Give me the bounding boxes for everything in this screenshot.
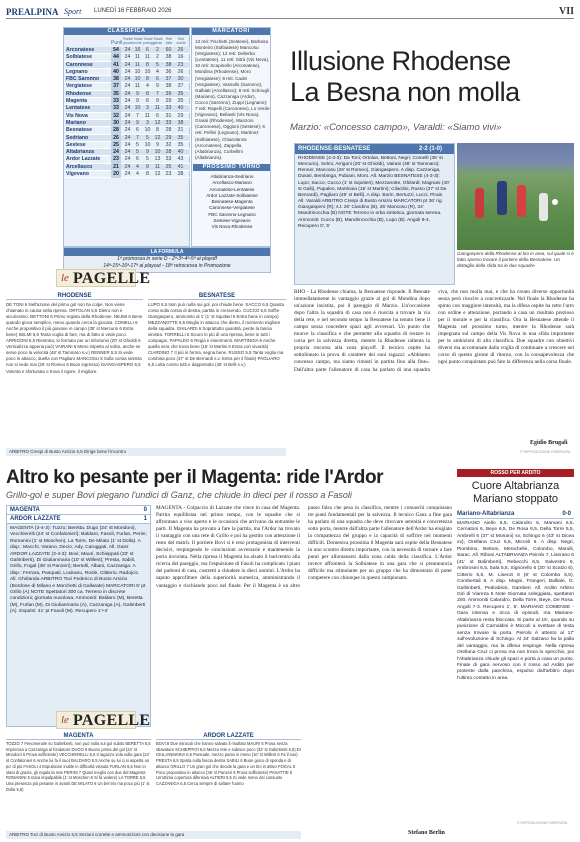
team-stat: 24 (124, 119, 131, 126)
next-round-match: Besnatese-Magenta (211, 199, 253, 205)
ball (552, 199, 558, 205)
col-header-goals-for: Reti fatte (165, 37, 173, 45)
team-stat: 23 (165, 171, 172, 178)
team-stat: 38 (177, 119, 184, 126)
match-report-header (295, 144, 454, 154)
team-name: Rhodense (66, 90, 92, 97)
side-article-kicker: ROSSO PER ARDITO (457, 469, 574, 477)
away-team: ARDOR LAZZATE (10, 516, 61, 522)
team-stat: 8 (146, 90, 149, 97)
col-header-played: Partite giocate (123, 37, 135, 45)
next-round-list (194, 174, 270, 231)
team-stat: 6 (146, 98, 149, 105)
team-points: 33 (111, 98, 121, 105)
col-header-drawn: Totale pareggi (143, 37, 155, 45)
team-stat: 41 (177, 163, 184, 170)
side-article-title: Cuore Altabrianza Mariano stoppato (471, 480, 560, 505)
team-stat: 2 (156, 47, 159, 53)
team-points: 24 (111, 149, 121, 156)
team-stat: 29 (165, 98, 172, 105)
team-stat: 12 (154, 119, 161, 126)
team-stat: 24 (124, 68, 131, 75)
standings-header-row (65, 36, 190, 47)
next-round-match: Arconatese-Lentatese (209, 186, 255, 192)
team-stat: 10 (144, 141, 151, 148)
team-stat: 6 (136, 156, 139, 163)
team-points: 20 (111, 171, 121, 178)
team-stat: 9 (136, 119, 139, 126)
side-match-score: 0-0 (562, 511, 571, 517)
team-stat: 11 (134, 54, 141, 61)
match-report-text: RHODENSE (4-3-3): Da Toni; Ortolan, Bettoni, Negri; Comelli (35' st Mercurio), Selmi, Arrigoni (20' st Ghioldi), Vairani (48' st Tammaro); Renner, Mancosu (26' st Romeo), Giangaspero. A disp. Cazzaniga, Dusati, Bembinga, Pubiani, Moro. All. Marzio BESNATESE (4-3-3): Lupo; Sacco, Cucco (1' st Squitieri), Mezzanotte, Ghilardi; Magnani (40' st Galli), Papaleo, Martinoia (15' st Martini); Cilardini, Russo (37' st De Bernardi), Pagliaro (46' st Belli). A disp. Borin, Bertuzzi, Lucci, Pirais. All. Varaldi ARBITRO Crespi di Busto Arsizio MARCATORI pt 36' rig. Giangaspero (R); s.t. 20' Ciardino (B), 25' Mancosu (R), 34' Mandrinocchia (B) NOTE Terreno in erba sintetica, giornata serena. Ammoniti: Cucco (B), Mandrinocchia (B), Lupo (B). Angoli 8-4. Recupero 0', 5' (298, 156, 450, 229)
team-stat: 5 (146, 156, 149, 163)
team-stat: 7 (156, 90, 159, 97)
team-stat: 8 (146, 76, 149, 83)
team-points: 30 (111, 120, 121, 127)
team-stat: 37 (177, 83, 184, 90)
team-stat: 11 (134, 61, 141, 68)
article-body-2: MAGENTA - Colpaccio di Lazzate che vince in casa del Magenta. Partita equilibrata nel primo tempo, con le squadre che si affrontano a viso aperto e le occasioni che arrivano da entrambe le parti. Il Magenta ha provato a fare la partita, ma l'Ardor ha trovato il vantaggio con una rete di Grillo e poi ha gestito con attenzione il resto del match. Il portiere Bovi si è reso protagonista di interventi decisivi, respingendo le conclusioni avversarie e mantenendo la porta inviolata. Nella ripresa il Magenta ha alzato il baricentro alla ricerca del pareggio, ma l'espulsione di Fasoli ha complicato i piani dei padroni di casa, costretti a chiudere in dieci uomini. L'Ardor ha saputo approfittare della superiorità numerica, amministrando il vantaggio e rischiando poco nel finale. Per il Magenta è un altro passo falso che pesa in classifica, mentre i comaschi conquistano tre punti fondamentali per la salvezza. Il tecnico Ganz a fine gara ha parlato di una squadra che deve ritrovare serenità e concretezza sotto porta, mentre dall'altra parte l'allenatore dell'Ardor ha elogiato la compattezza del gruppo e la capacità di soffrire nei momenti difficili. Domenica prossima il Magenta sarà ospite della Besnatese in uno scontro diretto importante, con la necessità di tornare a fare punti per allontanarsi dalla zona calda della classifica. L'Ardor invece affronterà la Solbiatese in una gara che si preannuncia difficile ma stimolante per un gruppo che ha dimostrato di poter competere con chiunque in questo campionato. (156, 505, 452, 589)
team-stat: 4 (136, 171, 139, 178)
team-stat: 10 (144, 127, 151, 134)
team-name: Ardor Lazzate (66, 156, 101, 163)
team-stat: 24 (124, 171, 131, 178)
team-stat: 16 (177, 54, 184, 61)
ratings-box-magenta-ardor (6, 712, 301, 839)
team-stat: 5 (156, 61, 159, 68)
team-stat: 33 (165, 119, 172, 126)
team-name: Sedriano (66, 134, 89, 141)
standings-row (65, 120, 190, 127)
team-stat: 24 (124, 76, 131, 83)
team-stat: 11 (154, 105, 161, 112)
article-headline (290, 46, 574, 108)
team-points: 23 (111, 156, 121, 163)
team-stat: 24 (124, 112, 131, 119)
team-stat: 8 (146, 171, 149, 178)
team-name: Arcellasco (66, 163, 93, 170)
team-points: 35 (111, 91, 121, 98)
team-stat: 10 (134, 76, 141, 83)
team-name: Magenta (66, 98, 88, 105)
page-header (6, 6, 574, 19)
format-line-1: 1ª promossa in serie D - 2ª-3ª-4ª-5ª ai playoff (117, 256, 217, 262)
side-article-text: MARIANO Aiello 6,5, Calandro 6, Marvani 6,5, Cernatoni 6, Beye 6,5, De Rosa 6,5, Della Torre 5,5, Ambrelli 6 (37' st Moriani) sv, Schingo 6 (43' st Dicea sv), Orellana Cruz 5,5, Micceli 6. A disp. Negri, Piombino, Bettoni, Menichelle, Colombo, Marulli, Sarac. All. Riboni ALTABRIANZA Peirolo 7, Liserano 6 (41' st Balimberti), Rebecchi 6,5, Salvestro 6, Ambrosini 6,5, Sala 5,5, Signorello 6 (20' st Scalzo 6), Citterio 5,5, M. Lisenzi 6 (8' st Colombo 5,5), Combertali 6. A disp. Magni, Frangeri, Balliale, G. Gallimberti, Pedrabissi, Gamberi. All. Ardito Arbitro Giri di Viareza 6 Note Giornata soleggiata, spettatori 200. Ammoniti Calandro, Della Torre, Beye, De Rosa. Angoli 7-3. Recupero 1', 5'. MARIANO COMENSE - Gara intensa e ricca di episodi, ma Mariano-Altabrianza resta bloccata. Si parte al 15', quando su punizione di Carnaldini è Miccoli a svettare di testa senza trovare la porta. Peirolo è attento al 17' sull'evoluzione di Schingo. Al 34' Salzano ha la palla del vantaggio, ma la difesa respinge. Nella ripresa Orellana Cruz ci prova ma non trova lo specchio, poi l'Altabrianza chiude gli spazi e porta a casa un punto. Finale di gara nervoso con il rosso ad Ardito per proteste dalla panchina, espulso dall'arbitro dopo l'ultimo contatto in area. (457, 521, 574, 681)
team-stat: 3 (146, 119, 149, 126)
ratings-tag-pagelle: PAGELLE (73, 270, 151, 287)
standings-row (65, 142, 190, 149)
team-stat: 40 (177, 105, 184, 112)
team-name: Sestese (66, 141, 86, 148)
page-number: VII (558, 6, 574, 17)
away-team-row (7, 515, 150, 524)
team-stat: 31 (165, 112, 172, 119)
team-points: 26 (111, 135, 121, 142)
team-stat: 29 (165, 134, 172, 141)
standings-row (65, 149, 190, 156)
team-stat: 4 (156, 68, 159, 75)
section-name: Sport (64, 7, 82, 16)
team-stat: 36 (165, 68, 172, 75)
copyright-1: © RIPRODUZIONE RISERVATA (520, 450, 571, 454)
standings-row (65, 54, 190, 61)
team-stat: 24 (124, 54, 131, 61)
ratings-away-text: LUPO 6,5 Non può nulla sui gol, poi chiude bene. SACCO 6,5 Quanta corsa sulla corsia di destra, partita in crescendo. CUCCO 5,5 Soffre Giangaspero, ammonito al 1' (1' st Squitieri 6 Entra bene in campo) MEZZANOTTE 6,5 Meglio in attacco che dietro, il momento migliore della squadra. GHILARDI 6 Soprattutto quantità, perde la fascia sinistra. TORRELLI 6 Sicuro in più di una ripresa, bene in tutti i compagni. PAPALEO 6 Regia e inserimenti. MARTINOIA 6 Anche quella sera che trova bene (15' st Martini 6 Entra con vivacità) CIARDINO 7 Il più in forma, segna bene. RUSSO 5,5 Tanta voglia ma combina poco (37' st De Bernardi s.v. Entra per il finale) PAGLIARO 6,5 Lotta contro tutti e dappertutto (46' st Belli s.v.) (148, 302, 284, 368)
next-round-match: FBC Saronno-Legnano (208, 211, 256, 217)
headline-line-1: Illusione Rhodense (290, 46, 511, 76)
ratings-tag-pagelle-2: PAGELLE (73, 712, 151, 729)
team-stat: 35 (177, 134, 184, 141)
team-stat: 10 (134, 68, 141, 75)
team-points: 32 (111, 113, 121, 120)
ratings2-home-text: TOZZO 7 Fenomenale su Galimberti, non può nulla sul gol subito BERETTA 5,5 Imprecisa a Cazzaniga al fondatore DUGO 6 Buono prima del gol (24' st Mondoni 6 Prova sufficiente) VECCHIERELLI 5,5 Il ragazzo vola sulla gara (24' st Confalonieri 6 Anche lui fa il suo) BALDARO 5,5 Anche su lui ci si aspetta un po' di più FASOLI 4 Espulsione inutile in difficoltà vissuta FURLAN 5,5 Non in stato di grazia, gli regala la rete PERINI 7 Quasi meglio con due del Magenta ROMANINI 5 Gara impalpabile (1' st Moschen 6 Si fa vedere) LA TORRE 5,5 Una presenza più pesante in avanti DE MILATO 6 Un bel tiro ma poco più (1' st Dolla 5,5) (6, 741, 151, 792)
team-stat: 28 (165, 149, 172, 156)
team-stat: 24 (124, 47, 131, 53)
player-figure (497, 181, 507, 215)
team-stat: 11 (144, 54, 151, 61)
standings-row (65, 91, 190, 98)
team-stat: 11 (134, 83, 141, 90)
team-name: Vis Nova (66, 112, 88, 119)
next-round-match: Caronnese-Vergiatese (209, 205, 255, 211)
newspaper-brand: PREALPINA (6, 7, 59, 17)
team-stat: 23 (177, 61, 184, 68)
team-points: 40 (111, 69, 121, 76)
standings-title: CLASSIFICA (64, 28, 189, 35)
standings-row (65, 83, 190, 90)
side-match-teams: Mariano-Altabrianza (457, 511, 515, 517)
next-round-match: Sestese-Vigevano (213, 218, 251, 224)
side-article (457, 469, 574, 839)
next-round-match: Ardor Lazzate-Solbiatese (206, 192, 258, 198)
team-stat: 12 (154, 171, 161, 178)
team-stat: 25 (165, 163, 172, 170)
home-team: MAGENTA (10, 507, 40, 513)
team-stat: 37 (165, 76, 172, 83)
referee-rating-2: ARBITRO Toci di Busto Arsizio 6,5 Sezioni corrette e ammonizioni con decisione la gara (6, 831, 301, 839)
ratings-tag-le: le (61, 272, 69, 284)
ratings-col-title-away: BESNATESE (148, 293, 286, 300)
col-header-points: Punti (111, 40, 123, 46)
match-teams: RHODENSE-BESNATESE (298, 146, 371, 152)
team-stat: 5 (136, 141, 139, 148)
team-points: 38 (111, 76, 121, 83)
team-stat: 24 (124, 149, 131, 156)
article-signature-2: Stefano Berlin (408, 830, 445, 836)
team-stat: 6 (156, 76, 159, 83)
scorers-text: 13 reti: Fischetti (Sestese), Barbosa Monteiro (Solbiatese) Mancosu (Vergiatese); 12 reti: Dellerba (Lentatese), 11 reti: Sitrà (Vis Nova), 10 reti: Scapinello (Arconatese), Mondina (Rhodense), Moro (Vergiatese); 9 reti: Cadei (Vergiatese), Vassallo (Saronno), Galbiati (Arcellasco); 8 reti: Schnugli (Mariano), Cazzaniga (Ardor), Cocco (Saronno), Zuppi (Legnano); 7 reti: Rapelli (Caronnese), Lo Verde (Vigevano), Bellaviti (Vis Nova), Grassi (Rhodense), Manzoni (Caronnese), Oggioni (Sestese); 6 reti: Pellini (Legnano), Martinez (Solbiatese), Chiarolanza (Arconatese), Zappella (Altabrianza), Corbellini (Altabrianza). (195, 39, 270, 160)
col-header-goals-against: Reti subite (176, 37, 186, 45)
team-name: Lentatese (66, 105, 91, 112)
team-name: Solbiatese (66, 54, 92, 61)
team-name: Vigevano (66, 171, 89, 178)
team-stat: 7 (136, 112, 139, 119)
team-stat: 3 (146, 105, 149, 112)
next-round-title: PROSSIMO TURNO (193, 164, 270, 171)
match-report-box (294, 143, 455, 285)
team-stat: 24 (124, 90, 131, 97)
team-name: Vergiatese (66, 83, 92, 90)
next-round-match: Vis Nova-Rhodense (211, 224, 253, 230)
team-stat: 5 (136, 149, 139, 156)
away-score: 1 (143, 516, 147, 522)
team-stat: 38 (165, 61, 172, 68)
team-stat: 60 (165, 47, 172, 53)
team-points: 44 (111, 54, 121, 61)
team-stat: 24 (124, 127, 131, 134)
scorers-title: MARCATORI (192, 28, 270, 35)
article2-headline: Altro ko pesante per il Magenta: ride l'Ardor (6, 467, 384, 488)
standings-table (65, 36, 190, 178)
next-round-match: Arcellasco-Mariano (212, 180, 252, 186)
team-stat: 9 (156, 98, 159, 105)
team-stat: 26 (177, 47, 184, 53)
ratings-tag-le-2: le (61, 714, 69, 726)
headline-line-2: La Besna non molla (290, 77, 520, 107)
team-stat: 35 (177, 90, 184, 97)
team-name: Mariano (66, 119, 86, 126)
team-points: 37 (111, 83, 121, 90)
photo-caption: Giangaspero della Rhodense al tiro in area, sul quale si è fatto spesso trovare il portiere della Besnatese. Un dettaglio della sfida tra le due squadre (457, 251, 574, 268)
team-stat: 11 (144, 112, 151, 119)
format-line-2: 14ª-15ª-16ª-17ª ai playout - 18ª retrocessa in Promozione (103, 263, 231, 269)
ratings-tag-2 (56, 711, 151, 729)
team-stat: 6 (156, 112, 159, 119)
team-stat: 24 (124, 141, 131, 148)
team-stat: 9 (146, 163, 149, 170)
standings-row (65, 127, 190, 134)
standings-row (65, 76, 190, 83)
next-round-match: Altabrianza-Sedriano (210, 174, 254, 179)
team-stat: 9 (136, 98, 139, 105)
team-stat: 38 (165, 54, 172, 61)
ratings2-col-title-away: ARDOR LAZZATE (156, 733, 301, 740)
team-points: 28 (111, 127, 121, 134)
issue-date: LUNEDÌ 16 FEBBRAIO 2026 (94, 8, 172, 14)
team-stat: 9 (146, 149, 149, 156)
player-figure (539, 193, 548, 221)
team-stat: 43 (177, 156, 184, 163)
ratings2-col-title-home: MAGENTA (6, 733, 151, 740)
standings-row (65, 113, 190, 120)
team-stat: 9 (156, 141, 159, 148)
side-match-row (457, 510, 574, 519)
team-stat: 5 (146, 134, 149, 141)
home-score: 0 (143, 507, 147, 513)
team-stat: 35 (177, 98, 184, 105)
team-name: Besnatese (66, 127, 92, 134)
team-name: Altabrianza (66, 149, 94, 156)
match-score: 2-2 (1-0) (418, 146, 442, 152)
team-stat: 39 (165, 90, 172, 97)
standings-box (63, 27, 190, 247)
copyright-3: © RIPRODUZIONE RISERVATA (517, 821, 568, 825)
team-stat: 13 (154, 156, 161, 163)
team-stat: 8 (146, 61, 149, 68)
ratings-home-text: DE TONI 6 Nell'azione del primo gol non ha colpe. Non viene chiamato in causa nella ripresa. ORTOLAN 5,5 Dietro non è sicurissimo. BETTONI 6 Primo regista della Rhodense. NEJMI 6 Bene quando gioca semplice, meno quando cerca la giocata. COMELLI 6 Anche propositivo il più giovane in campo (35' st Mercurio 6 Entra bene) SELMI 5,5 Tanta voglia di fare, ma di fatto si vede poco. ARRIGONI 5,5 Rientrato, lo fermato per un infortunio (20' st Ghioldi 6 Verticalizza appena può) VAIRANI 6 Meno rispetto al solito, anche se serve poco la velocità (48' st Tammaro s.v.) RENNER 5,5 Si vede poco in attacco, duella con Pagliaro MANCOSU 5 Sulla corsia sinistra non si vede mai (26' st Romeo 6 Buon ingresso) GIANGASPERO 6,5 Volenta e sfortunato e trova il rigore, il migliore. (6, 302, 143, 374)
ratings-col-title-home: RHODENSE (6, 293, 143, 300)
team-stat: 28 (165, 127, 172, 134)
team-stat: 11 (154, 163, 161, 170)
team-stat: 12 (154, 134, 161, 141)
team-stat: 4 (146, 83, 149, 90)
team-stat: 24 (124, 156, 131, 163)
standings-row (65, 171, 190, 178)
standings-row (65, 98, 190, 105)
standings-row (65, 47, 190, 54)
team-stat: 6 (136, 127, 139, 134)
ratings-box-rhodense-besnatese (6, 267, 286, 457)
team-stat: 24 (124, 134, 131, 141)
scorers-box (191, 27, 271, 247)
team-stat: 10 (134, 105, 141, 112)
team-stat: 9 (156, 83, 159, 90)
team-stat: 8 (156, 127, 159, 134)
team-stat: 40 (177, 149, 184, 156)
team-stat: 24 (124, 83, 131, 90)
team-stat: 38 (177, 171, 184, 178)
col-header-lost: Totale perse (153, 37, 163, 45)
team-stat: 35 (177, 141, 184, 148)
team-stat: 10 (154, 149, 161, 156)
team-stat: 9 (136, 90, 139, 97)
team-stat: 16 (134, 47, 141, 53)
team-stat: 33 (165, 156, 172, 163)
team-stat: 29 (177, 112, 184, 119)
team-points: 41 (111, 62, 121, 69)
home-team-row (7, 506, 150, 515)
team-stat: 2 (156, 54, 159, 61)
team-stat: 4 (136, 163, 139, 170)
format-title: LA FORMULA (64, 248, 270, 256)
standings-row (65, 105, 190, 112)
article-signature-1: Egidio Brugali (530, 440, 568, 446)
referee-rating: ARBITRO Crespi di Busto Arsizio 6,5 Dirige bene l'incontro (6, 448, 286, 456)
match-report-text-2: MAGENTA (3-4-3): Tuzzo; Beretta, Dugo (24' st Mondoni), Vecchierelli (24' st Confalonieri); Baldaro, Fasoli, Furlan, Perini; Romanini (1' st Moschen), La Torre, De Milato (1' st Dolla). A disp.: Macchi, Varano, Decio, Ady, Caruggati. All. Ganz ARDOR LAZZATE (3-4-3): Bovi; Mauri, Schieppati (33' st Galimberti), Di Giulianmaria (10' st Willent); Presta, Sabili, Grillo, Fogal (36' st Panzeri); Bertelli, Albani, Cazzaniga. A disp.: Ferrara, Pasquali, Loukanu, Rosle, Clitterio, Radojcic. All. Ghirlanda ARBITRO Toci Federico di Busto Arsizio (Bordone di Milano e Morchetti di Gallarate) MARCATORI 5' pt Grillo (A) NOTE Spettatori 300 ca. Terreno in discrete condizioni; giornata nuvolosa. Ammoniti: Baldaro (M), Beretta (M), Furlan (M), Di Giulianmaria (A), Cazzaniga (A), Galimberti (A). Espulsi: 41' pt Fasoli (M). Recupero 1'+4' (10, 526, 147, 615)
ratings-tag (56, 269, 151, 287)
player-figure (475, 188, 484, 218)
team-stat: 33 (165, 105, 172, 112)
team-stat: 24 (124, 98, 131, 105)
team-stat: 24 (124, 105, 131, 112)
team-stat: 32 (165, 141, 172, 148)
team-stat: 10 (144, 68, 151, 75)
article-body-1: RHO - La Rhodense chiama, la Besnatese risponde. Il Besnate immediatamente in vantaggio grazie al gol di Mondina dopo un'azione insistita, poi il pareggio di Marzio. Un'occasione dopo l'altra la squadra di casa non è riuscita a trovare la via della rete, e nel secondo tempo la Besnatese ha tenuto bene il campo senza concedere spazi agli avversari. Un punto che muove la classifica e che permette alla squadra di restare in corsa per la salvezza diretta, mentre la Rhodense rallenta la propria rincorsa alla zona playoff. Il tecnico ospite ha sottolineato la prova di carattere dei suoi ragazzi: «Abbiamo concesso campo, ma siamo rimasti in partita fino alla fine». Dall'altra parte l'allenatore di casa ha parlato di una squadra viva, che non molla mai, e che ha creato diverse opportunità senza però riuscire a concretizzarle. Nel finale la Rhodense ha spinto con maggiore intensità, ma la difesa ospite ha retto l'urto con ordine e attenzione, portando a casa un risultato prezioso per il morale e per la classifica. Ora la Besnatese attende il Magenta nel prossimo turno, mentre la Rhodense sarà impegnata sul campo della Vis Nova in una sfida importante per le ambizioni di alta classifica. Due squadre con obiettivi diversi ma accomunate dalla voglia di continuare a crescere nel corso di questo girone di ritorno, con la consapevolezza che ogni punto conquistato può fare la differenza nella corsa finale. (294, 289, 574, 373)
team-name: FBC Saronno (66, 76, 100, 83)
team-stat: 31 (177, 127, 184, 134)
article-subtitle: Marzio: «Concesso campo», Varaldi: «Siamo vivi» (290, 122, 502, 133)
team-name: Legnano (66, 68, 88, 75)
team-points: 33 (111, 105, 121, 112)
match-photo (457, 143, 574, 250)
ratings2-away-text: BOVI 8 Due miracoli che hanno salvato il risultato MAURI 6 Prova senza sbavature SCHIEPPATI 6,5 Mezza rete e subisce poco (33' st Galimberti 6,5) DI GIULIANMARIA 6,5 Puntuale, mezzo punto in meno (10' st Willent 6 Fa il suo) PRESTA 6,5 Spinta sulla fascia destra SABILI 6 Buon gioco di sponda e di attacco GRILLO 7 Un gran gol che decide la gara e un tiro in attivo FOGAL 6 Poco propositivo in attacco (36' st Panzeri 6 Prova sufficiente) PANATTIE 6 Un'ottima copertura difensiva ALTIERI 5,5 Si vede meno del consueto CAZZANIGA 6,5 Cerca sempre di saltare l'uomo (156, 741, 301, 786)
team-stat: 24 (124, 163, 131, 170)
standings-rows (65, 47, 190, 178)
player-figure (517, 185, 526, 217)
team-points: 25 (111, 142, 121, 149)
match-report-box-2 (6, 505, 151, 727)
team-stat: 26 (177, 68, 184, 75)
standings-row (65, 156, 190, 163)
team-name: Arconatese (66, 47, 95, 53)
col-header-won: Totale vinte (133, 37, 143, 45)
team-stat: 30 (177, 76, 184, 83)
standings-row (65, 164, 190, 171)
team-name: Caronnese (66, 61, 93, 68)
team-stat: 24 (124, 61, 131, 68)
team-points: 54 (111, 47, 121, 54)
standings-row (65, 62, 190, 69)
team-points: 21 (111, 164, 121, 171)
team-stat: 7 (136, 134, 139, 141)
standings-row (65, 135, 190, 142)
standings-row (65, 69, 190, 76)
article2-subtitle: Grillo-gol e super Bovi piegano l'undici di Ganz, che chiude in dieci per il rosso a Fasoli (6, 490, 352, 500)
team-stat: 38 (165, 83, 172, 90)
team-stat: 6 (146, 47, 149, 53)
